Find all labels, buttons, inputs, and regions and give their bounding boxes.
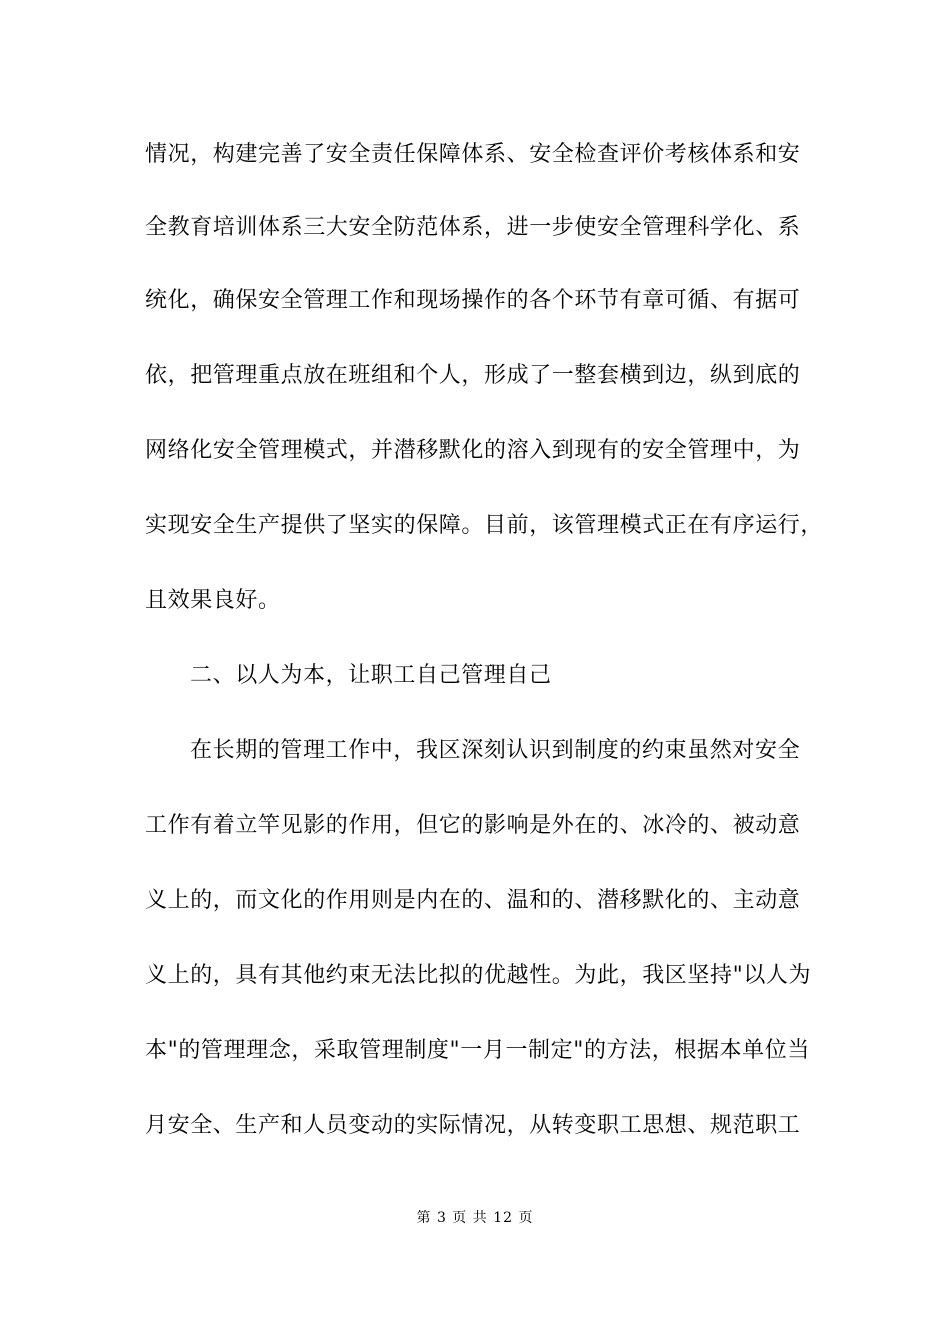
body-text-line: 本"的管理理念，采取管理制度"一月一制定"的方法，根据本单位当: [145, 1038, 810, 1063]
body-text-line: 统化，确保安全管理工作和现场操作的各个环节有章可循、有据可: [145, 288, 801, 313]
body-text-line: 依，把管理重点放在班组和个人，形成了一整套横到边，纵到底的: [145, 363, 801, 388]
body-text-line: 实现安全生产提供了坚实的保障。目前，该管理模式正在有序运行，: [145, 513, 824, 538]
body-text-line: 且效果良好。: [145, 588, 281, 613]
section-heading: 二、以人为本，让职工自己管理自己: [190, 663, 552, 688]
body-text-line: 情况，构建完善了安全责任保障体系、安全检查评价考核体系和安: [145, 142, 801, 167]
body-text-line: 网络化安全管理模式，并潜移默化的溶入到现有的安全管理中，为: [145, 438, 801, 463]
body-text-line: 月安全、生产和人员变动的实际情况，从转变职工思想、规范职工: [145, 1113, 801, 1138]
body-text-line: 义上的，而文化的作用则是内在的、温和的、潜移默化的、主动意: [145, 888, 801, 913]
body-text-line: 义上的，具有其他约束无法比拟的优越性。为此，我区坚持"以人为: [145, 963, 812, 988]
page-number-footer: 第 3 页 共 12 页: [416, 1210, 534, 1226]
body-text-line: 全教育培训体系三大安全防范体系，进一步使安全管理科学化、系: [145, 215, 801, 240]
body-text-line: 在长期的管理工作中，我区深刻认识到制度的约束虽然对安全: [190, 738, 801, 763]
body-text-line: 工作有着立竿见影的作用，但它的影响是外在的、冰冷的、被动意: [145, 813, 801, 838]
